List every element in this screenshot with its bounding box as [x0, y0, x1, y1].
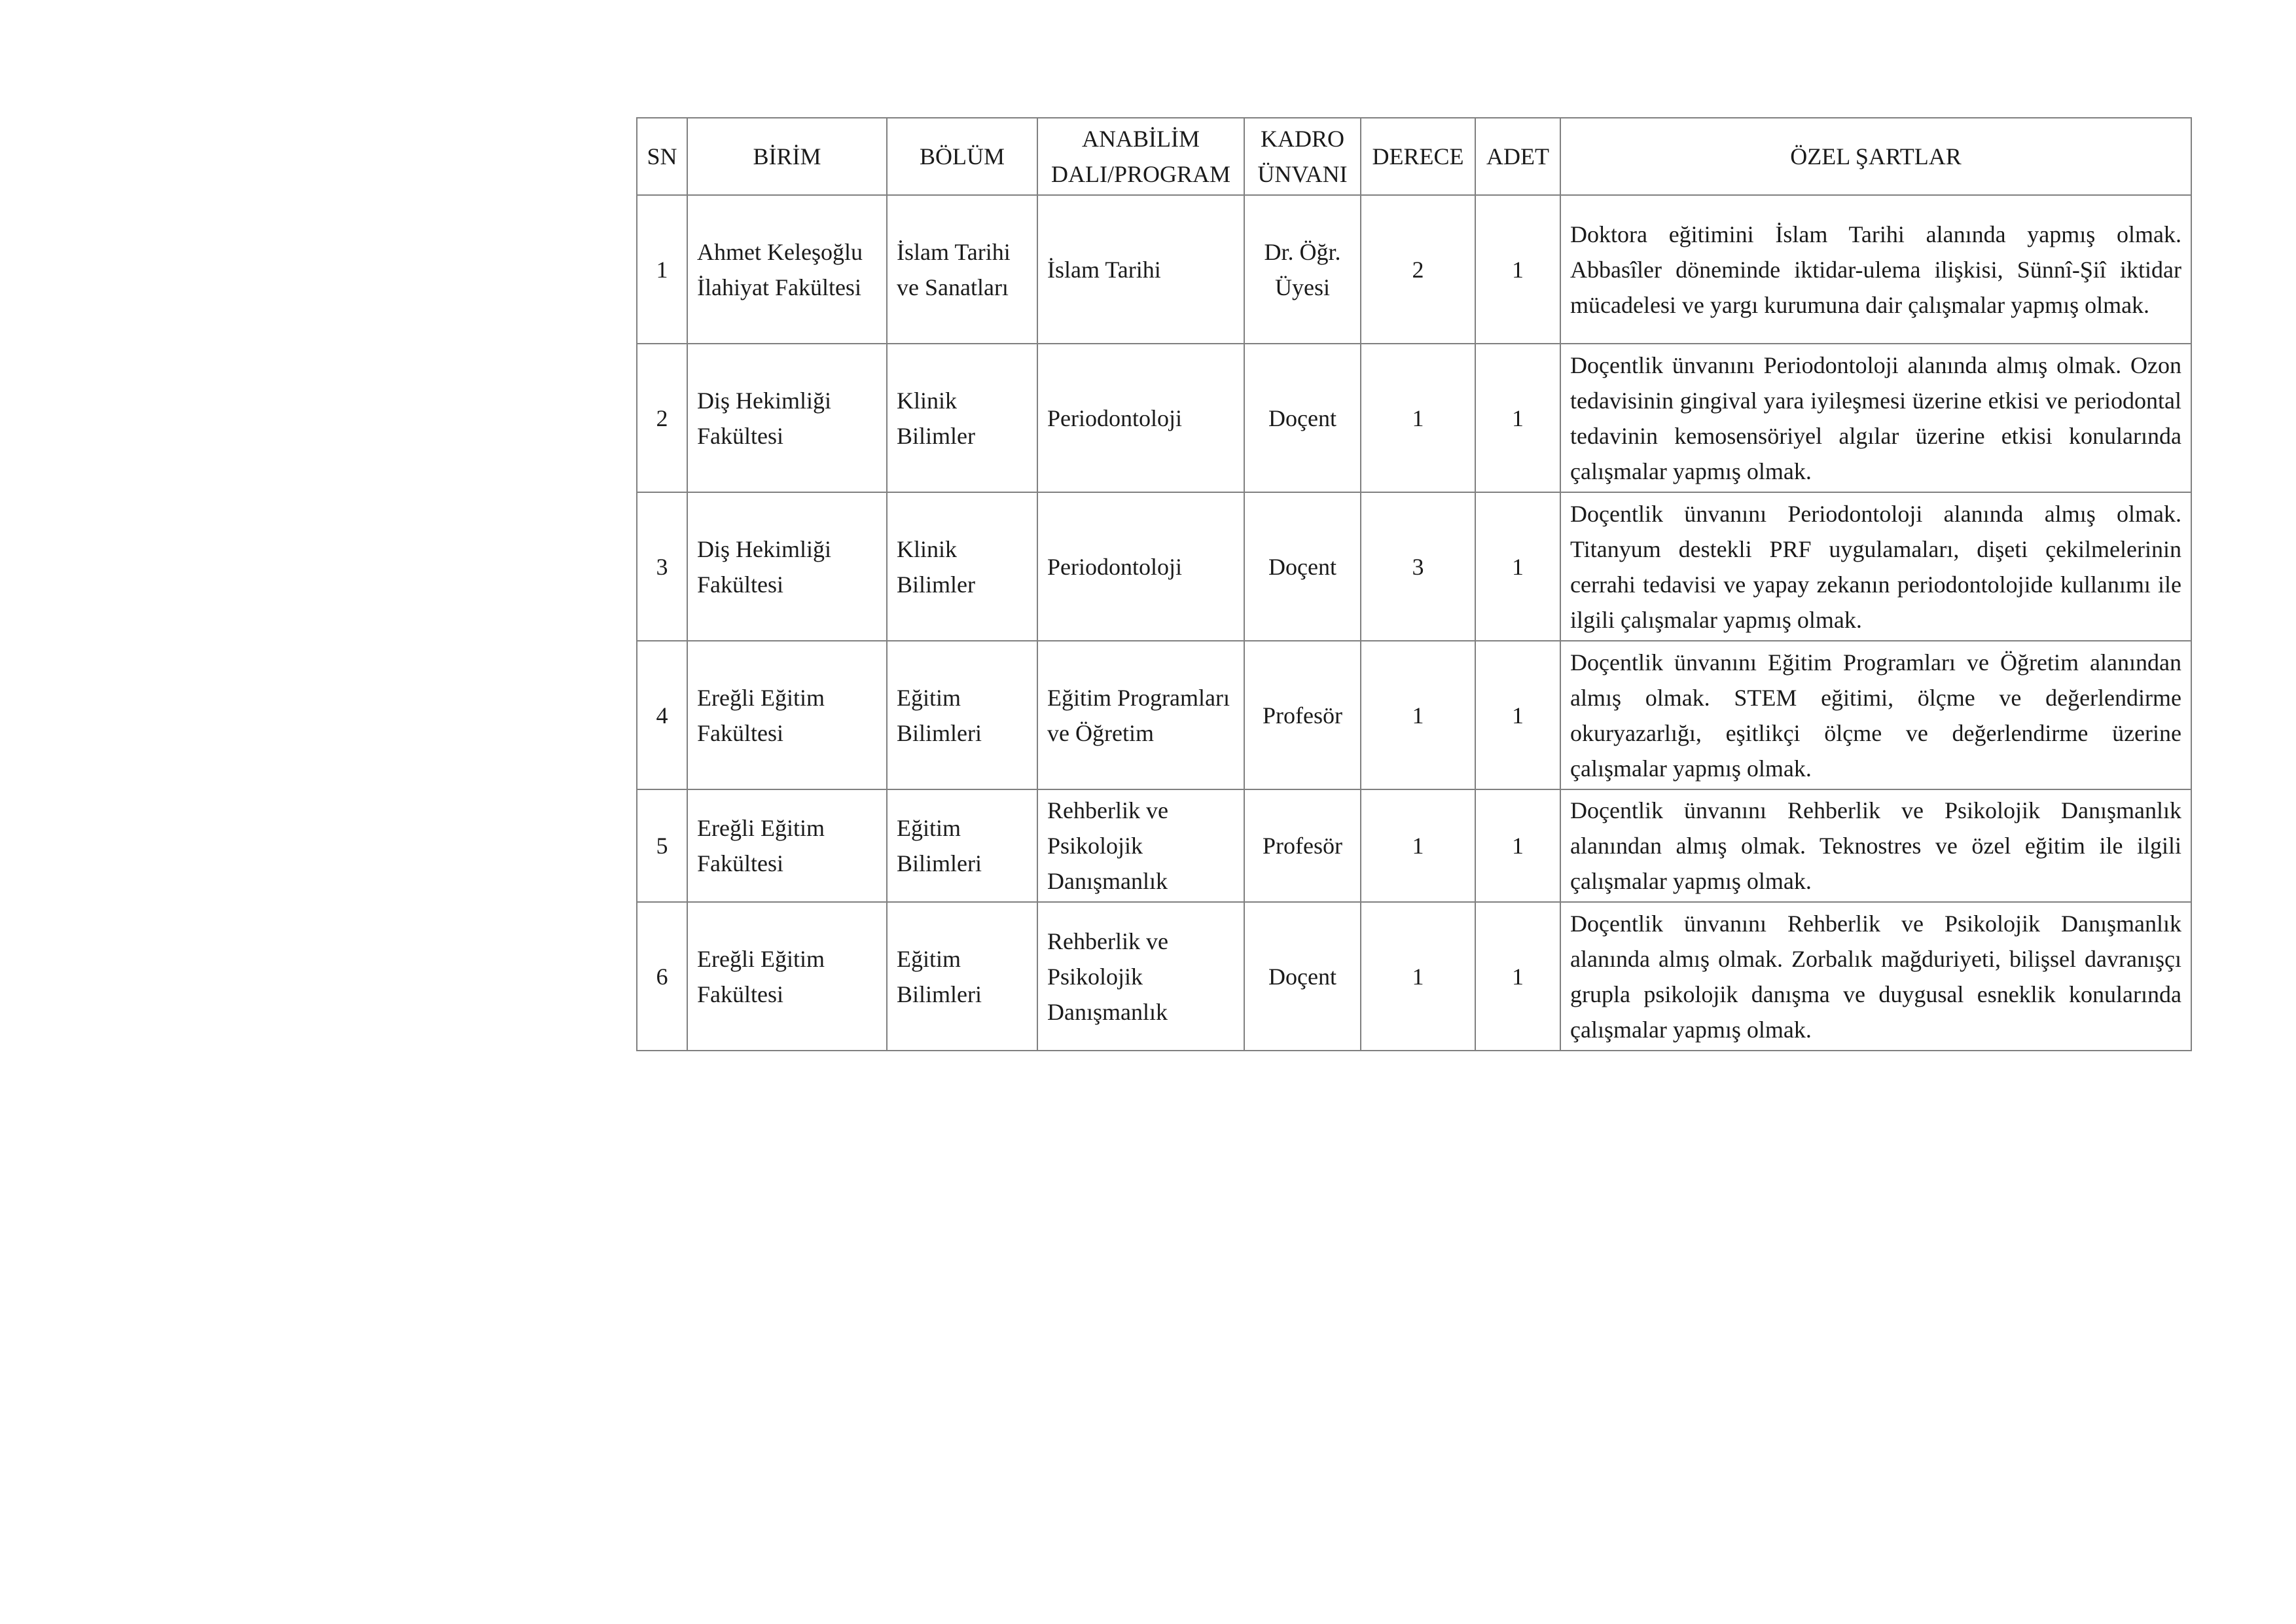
cell-birim: Ereğli Eğitim Fakültesi — [687, 902, 887, 1051]
cell-sn: 6 — [637, 902, 687, 1051]
header-anabilim-label-line2: DALI/PROGRAM — [1050, 161, 1231, 187]
cell-sn: 3 — [637, 492, 687, 641]
cell-ozel-sartlar: Doçentlik ünvanını Periodontoloji alanında almış olmak. Ozon tedavisinin gingival yara iyileşmesi üzerine etkisi ve periodontal tedavinin kemosensöriyel algılar üzerine etkisi konularında çalışmalar yapmış olmak. — [1560, 344, 2191, 492]
cell-derece: 3 — [1361, 492, 1475, 641]
cell-ozel-sartlar: Doçentlik ünvanını Rehberlik ve Psikolojik Danışmanlık alanından almış olmak. Teknostres ve özel eğitim ile ilgili çalışmalar yapmış olmak. — [1560, 789, 2191, 902]
cell-birim: Ahmet Keleşoğlu İlahiyat Fakültesi — [687, 195, 887, 344]
cell-kadro: Dr. Öğr. Üyesi — [1244, 195, 1361, 344]
cell-derece: 1 — [1361, 902, 1475, 1051]
header-ozel-label: ÖZEL ŞARTLAR — [1790, 143, 1962, 170]
cell-kadro: Doçent — [1244, 492, 1361, 641]
header-bolum-label: BÖLÜM — [919, 143, 1005, 170]
header-ozel — [1560, 118, 2191, 195]
header-kadro-label-line2: ÜNVANI — [1257, 161, 1348, 187]
cell-sn: 2 — [637, 344, 687, 492]
table-row — [637, 344, 2191, 492]
cell-birim: Ereğli Eğitim Fakültesi — [687, 789, 887, 902]
cell-birim: Diş Hekimliği Fakültesi — [687, 344, 887, 492]
staff-positions-table — [636, 117, 2192, 1051]
cell-bolum: Eğitim Bilimleri — [887, 641, 1037, 789]
header-derece-label: DERECE — [1372, 143, 1464, 170]
cell-derece: 1 — [1361, 344, 1475, 492]
table-header-row — [637, 118, 2191, 195]
header-anabilim — [1037, 118, 1244, 195]
table-row — [637, 641, 2191, 789]
table-row — [637, 789, 2191, 902]
cell-anabilim: Periodontoloji — [1037, 344, 1244, 492]
cell-sn: 5 — [637, 789, 687, 902]
cell-bolum: Eğitim Bilimleri — [887, 902, 1037, 1051]
cell-kadro: Doçent — [1244, 902, 1361, 1051]
header-bolum — [887, 118, 1037, 195]
cell-sn: 4 — [637, 641, 687, 789]
cell-anabilim: Periodontoloji — [1037, 492, 1244, 641]
cell-derece: 1 — [1361, 641, 1475, 789]
header-kadro — [1244, 118, 1361, 195]
header-adet — [1475, 118, 1560, 195]
table-row — [637, 492, 2191, 641]
header-sn-label: SN — [647, 143, 677, 170]
cell-ozel-sartlar: Doçentlik ünvanını Rehberlik ve Psikolojik Danışmanlık alanında almış olmak. Zorbalık mağduriyeti, bilişsel davranışçı grupla psikolojik danışma ve duygusal esneklik konularında çalışmalar yapmış olmak. — [1560, 902, 2191, 1051]
cell-derece: 1 — [1361, 789, 1475, 902]
cell-adet: 1 — [1475, 344, 1560, 492]
cell-bolum: İslam Tarihi ve Sanatları — [887, 195, 1037, 344]
cell-adet: 1 — [1475, 789, 1560, 902]
cell-bolum: Eğitim Bilimleri — [887, 789, 1037, 902]
cell-kadro: Doçent — [1244, 344, 1361, 492]
cell-birim: Ereğli Eğitim Fakültesi — [687, 641, 887, 789]
cell-kadro: Profesör — [1244, 789, 1361, 902]
table-row — [637, 902, 2191, 1051]
cell-derece: 2 — [1361, 195, 1475, 344]
cell-ozel-sartlar: Doktora eğitimini İslam Tarihi alanında yapmış olmak. Abbasîler döneminde iktidar-ulema ilişkisi, Sünnî-Şiî iktidar mücadelesi ve yargı kurumuna dair çalışmalar yapmış olmak. — [1560, 195, 2191, 344]
cell-sn: 1 — [637, 195, 687, 344]
header-sn — [637, 118, 687, 195]
header-adet-label: ADET — [1486, 143, 1549, 170]
cell-adet: 1 — [1475, 195, 1560, 344]
header-birim — [687, 118, 887, 195]
cell-birim: Diş Hekimliği Fakültesi — [687, 492, 887, 641]
cell-bolum: Klinik Bilimler — [887, 344, 1037, 492]
cell-ozel-sartlar: Doçentlik ünvanını Periodontoloji alanında almış olmak. Titanyum destekli PRF uygulamaları, dişeti çekilmelerinin cerrahi tedavisi ve yapay zekanın periodontolojide kullanımı ile ilgili çalışmalar yapmış olmak. — [1560, 492, 2191, 641]
cell-adet: 1 — [1475, 902, 1560, 1051]
cell-anabilim: Rehberlik ve Psikolojik Danışmanlık — [1037, 902, 1244, 1051]
table-row — [637, 195, 2191, 344]
header-anabilim-label-line1: ANABİLİM — [1082, 126, 1200, 152]
header-kadro-label-line1: KADRO — [1260, 126, 1344, 152]
cell-anabilim: Eğitim Programları ve Öğretim — [1037, 641, 1244, 789]
cell-anabilim: Rehberlik ve Psikolojik Danışmanlık — [1037, 789, 1244, 902]
cell-kadro: Profesör — [1244, 641, 1361, 789]
cell-adet: 1 — [1475, 641, 1560, 789]
cell-anabilim: İslam Tarihi — [1037, 195, 1244, 344]
header-birim-label: BİRİM — [753, 143, 821, 170]
header-derece — [1361, 118, 1475, 195]
cell-ozel-sartlar: Doçentlik ünvanını Eğitim Programları ve Öğretim alanından almış olmak. STEM eğitimi, ölçme ve değerlendirme okuryazarlığı, eşitlikçi ölçme ve değerlendirme üzerine çalışmalar yapmış olmak. — [1560, 641, 2191, 789]
cell-bolum: Klinik Bilimler — [887, 492, 1037, 641]
cell-adet: 1 — [1475, 492, 1560, 641]
